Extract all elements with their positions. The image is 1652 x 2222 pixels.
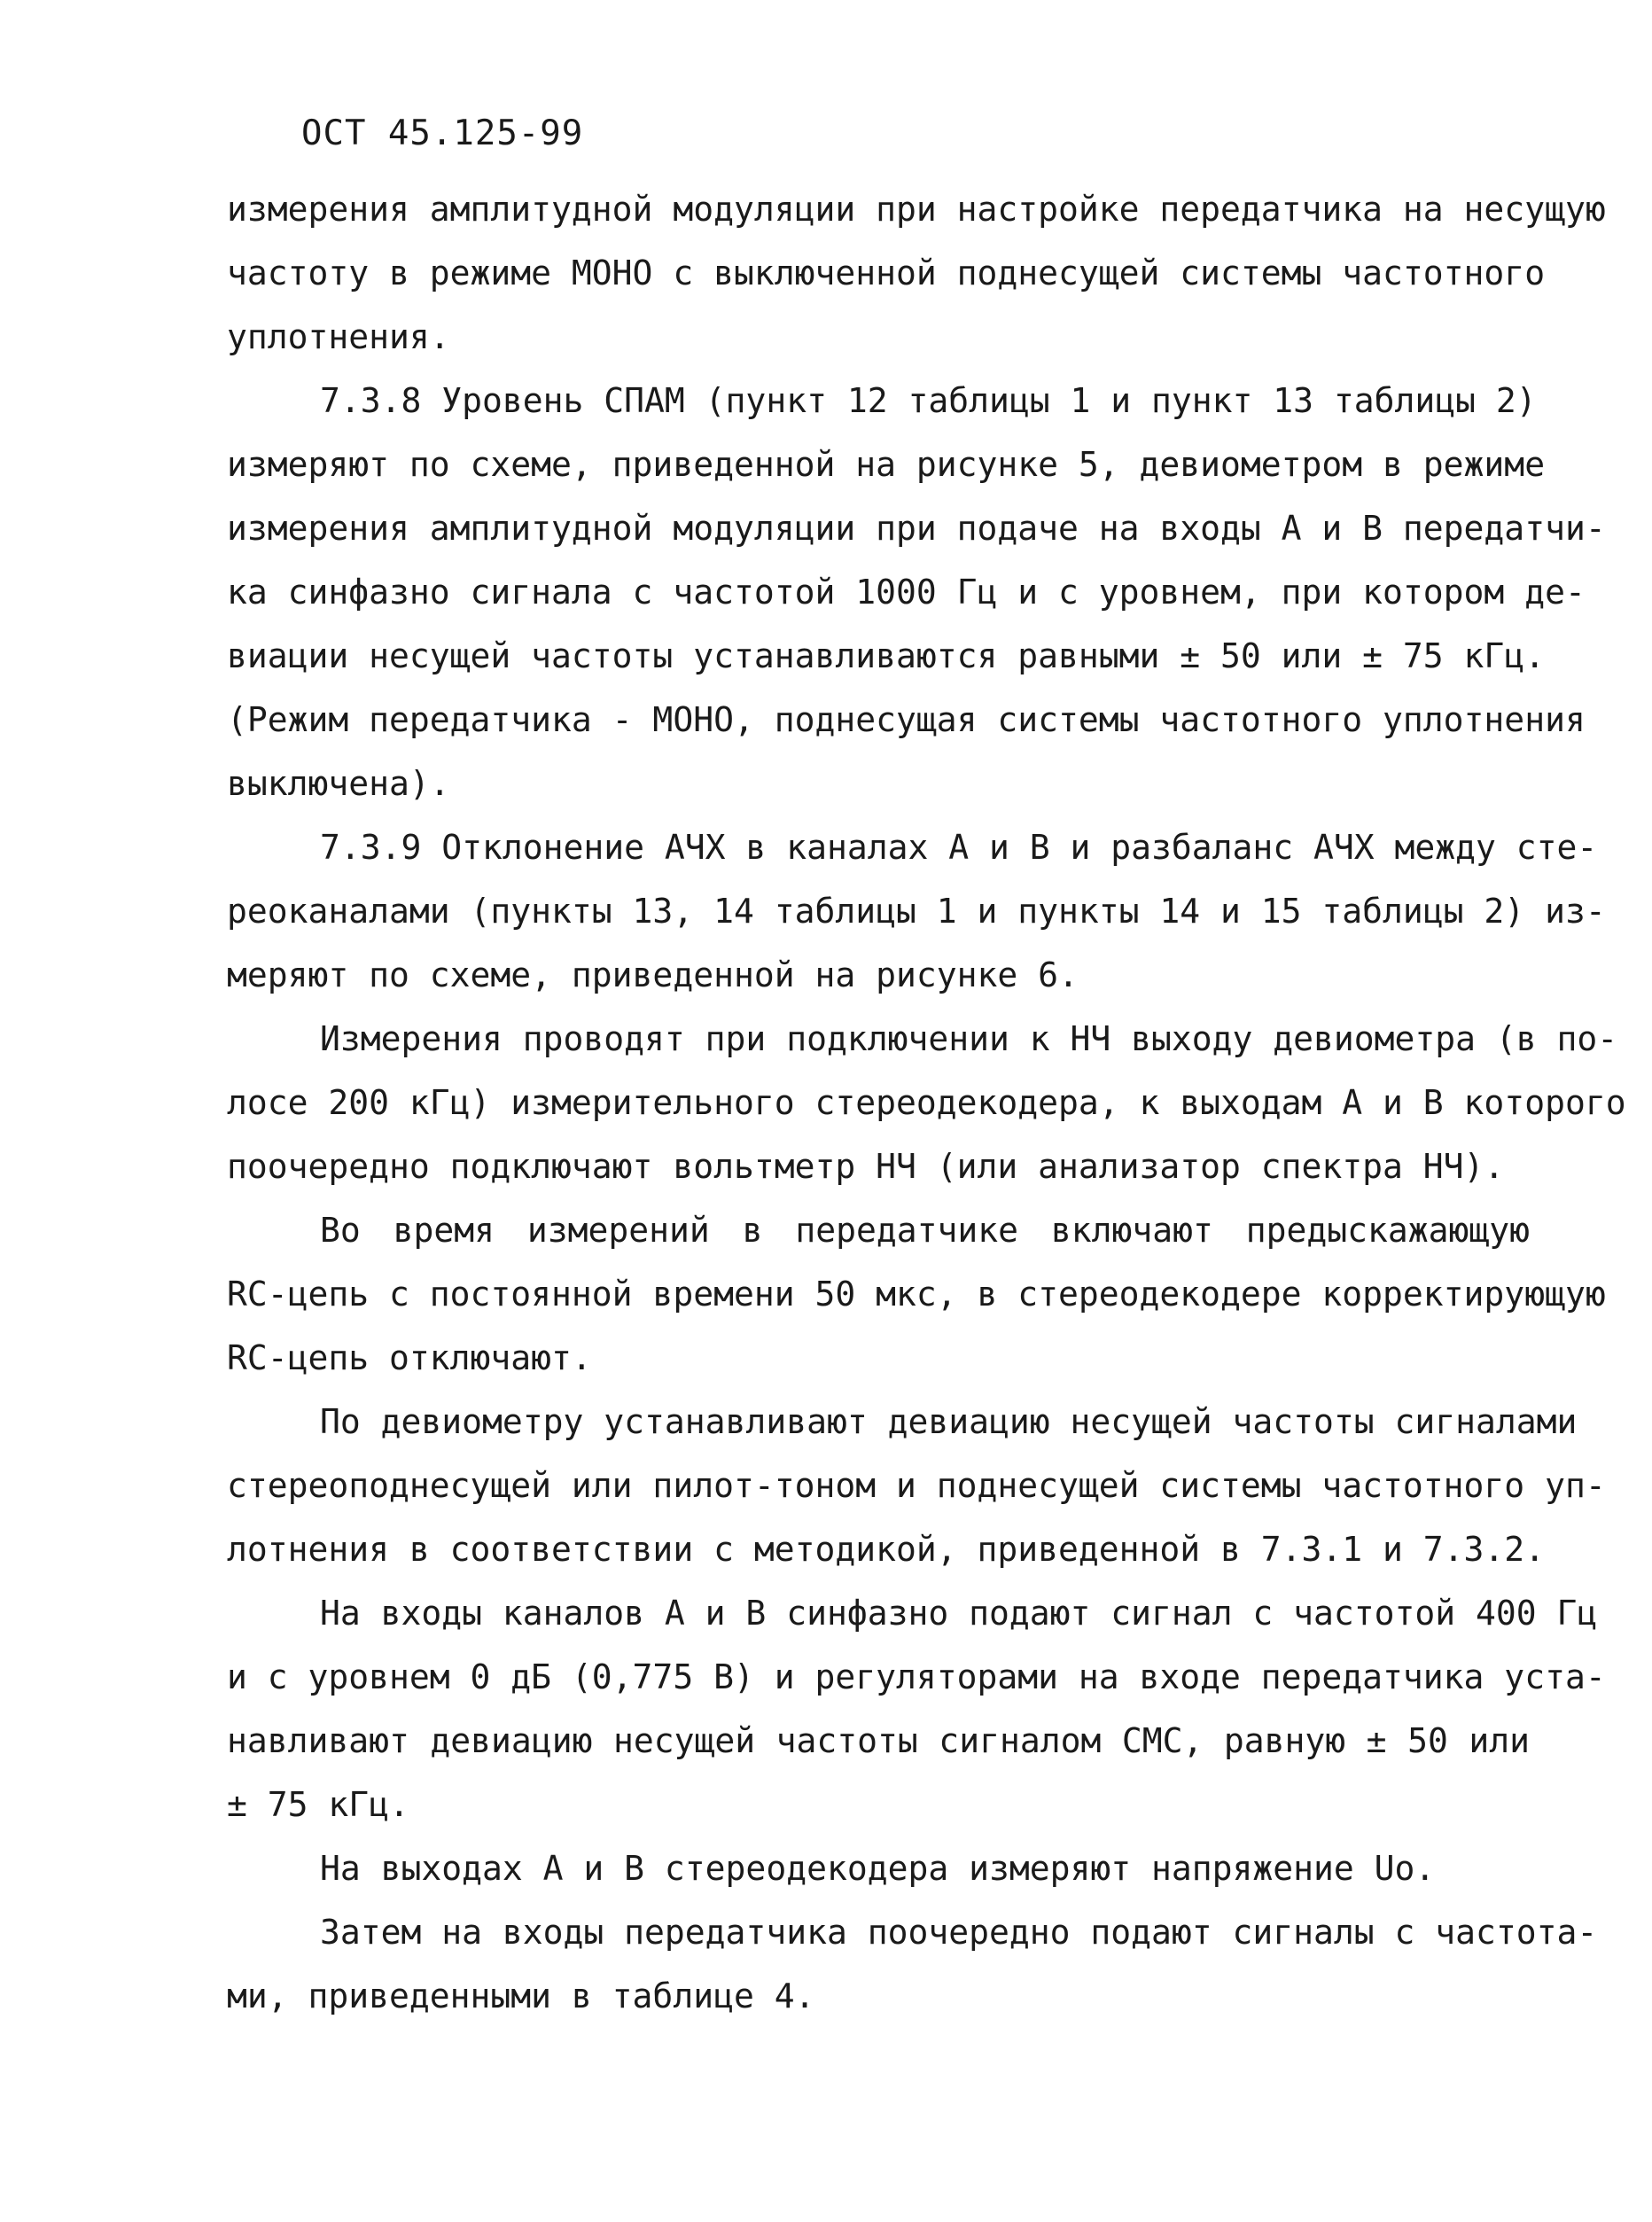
text-line: измеряют по схеме, приведенной на рисунке 5, девиометром в режиме [227, 445, 1546, 484]
text-line: измерения амплитудной модуляции при подаче на входы А и В передатчи- [227, 509, 1606, 548]
text-line: Измерения проводят при подключении к НЧ выходу девиометра (в по- [320, 1019, 1618, 1058]
paragraph-7-3-9 [227, 815, 1606, 1007]
document-body [227, 177, 1626, 2028]
paragraph [227, 1390, 1606, 1581]
text-line: ка синфазно сигнала с частотой 1000 Гц и с уровнем, при котором де- [227, 573, 1586, 612]
text-line: Во время измерений в передатчике включают предыскажающую [320, 1211, 1530, 1250]
text-line: 7.3.9 Отклонение АЧХ в каналах А и В и разбаланс АЧХ между сте- [320, 828, 1598, 867]
text-line: выключена). [227, 764, 450, 803]
text-line: уплотнения. [227, 317, 450, 356]
text-line: реоканалами (пункты 13, 14 таблицы 1 и пункты 14 и 15 таблицы 2) из- [227, 892, 1606, 931]
text-line: (Режим передатчика - МОНО, поднесущая системы частотного уплотнения [227, 700, 1586, 739]
text-line: стереоподнесущей или пилот-тоном и поднесущей системы частотного уп- [227, 1466, 1606, 1505]
text-line: виации несущей частоты устанавливаются равными ± 50 или ± 75 кГц. [227, 636, 1546, 675]
text-line: 7.3.8 Уровень СПАМ (пункт 12 таблицы 1 и пункт 13 таблицы 2) [320, 381, 1537, 420]
text-line: RC-цепь отключают. [227, 1338, 592, 1377]
text-line: частоту в режиме МОНО с выключенной поднесущей системы частотного [227, 253, 1546, 292]
text-line: На входы каналов А и В синфазно подают сигнал с частотой 400 Гц [320, 1594, 1598, 1633]
text-line: RC-цепь с постоянной времени 50 мкс, в стереодекодере корректирующую [227, 1275, 1606, 1314]
text-line: лотнения в соответствии с методикой, приведенной в 7.3.1 и 7.3.2. [227, 1530, 1546, 1569]
text-line: По девиометру устанавливают девиацию несущей частоты сигналами [320, 1402, 1578, 1441]
text-line: На выходах А и В стереодекодера измеряют напряжение Uo. [320, 1849, 1436, 1888]
text-line: ми, приведенными в таблице 4. [227, 1976, 815, 2015]
text-line: лосе 200 кГц) измерительного стереодекодера, к выходам А и В которого [227, 1083, 1626, 1122]
text-line: измерения амплитудной модуляции при настройке передатчика на несущую [227, 190, 1606, 229]
paragraph-7-3-8 [227, 369, 1606, 815]
paragraph [227, 1007, 1626, 1198]
standard-code-header: ОСТ 45.125-99 [301, 113, 584, 153]
text-line: меряют по схеме, приведенной на рисунке 6. [227, 955, 1079, 994]
paragraph [227, 1836, 1530, 1900]
text-line: и с уровнем 0 дБ (0,775 В) и регуляторами на входе передатчика уста- [227, 1657, 1606, 1696]
text-line: навливают девиацию несущей частоты сигналом СМС, равную ± 50 или [227, 1721, 1530, 1760]
text-line: Затем на входы передатчика поочередно подают сигналы с частота- [320, 1913, 1598, 1952]
paragraph [227, 1198, 1606, 1390]
text-line: ± 75 кГц. [227, 1785, 409, 1824]
paragraph [227, 1900, 1598, 2028]
paragraph [227, 177, 1606, 369]
paragraph [227, 1581, 1606, 1836]
text-line: поочередно подключают вольтметр НЧ (или анализатор спектра НЧ). [227, 1147, 1505, 1186]
